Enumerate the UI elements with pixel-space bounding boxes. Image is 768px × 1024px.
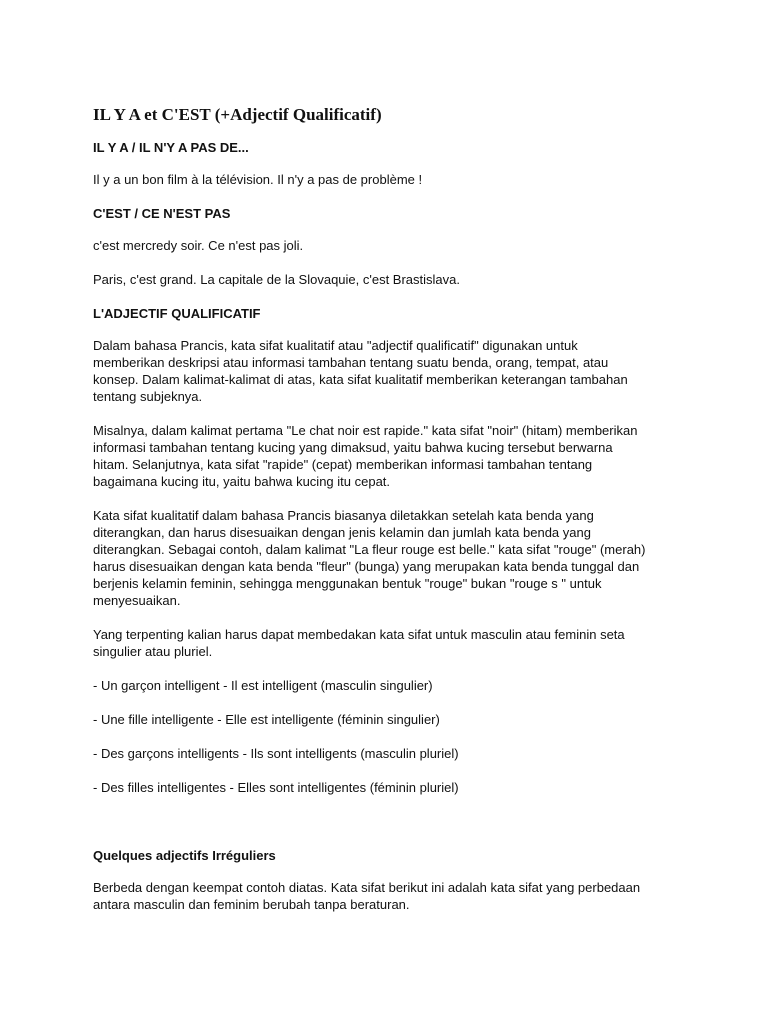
section-heading-il-y-a: IL Y A / IL N'Y A PAS DE... xyxy=(93,140,249,155)
section-heading-c-est: C'EST / CE N'EST PAS xyxy=(93,206,231,221)
paragraph xyxy=(93,507,683,609)
paragraph xyxy=(93,171,683,188)
paragraph xyxy=(93,271,683,288)
text-line: Yang terpenting kalian harus dapat membedakan kata sifat untuk masculin atau feminin seta xyxy=(93,627,625,642)
text-line: singulier atau pluriel. xyxy=(93,644,213,659)
text-line: diterangkan. Sebagai contoh, dalam kalimat "La fleur rouge est belle." kata sifat "rouge" (merah) xyxy=(93,542,646,557)
paragraph xyxy=(93,626,683,660)
example-item xyxy=(93,677,683,694)
text-line: tentang subjeknya. xyxy=(93,389,203,404)
text-line: harus disesuaikan dengan kata benda "fleur" (bunga) yang merupakan kata benda tunggal dan xyxy=(93,559,640,574)
example-item xyxy=(93,745,683,762)
text-line: Berbeda dengan keempat contoh diatas. Kata sifat berikut ini adalah kata sifat yang perbedaan xyxy=(93,880,641,895)
paragraph xyxy=(93,879,683,913)
spacer xyxy=(93,813,683,847)
example-item xyxy=(93,779,683,796)
paragraph xyxy=(93,337,683,405)
text-line: - Un garçon intelligent - Il est intelligent (masculin singulier) xyxy=(93,678,433,693)
text-line: menyesuaikan. xyxy=(93,593,181,608)
text-line: Dalam bahasa Prancis, kata sifat kualitatif atau "adjectif qualificatif" digunakan untuk xyxy=(93,338,578,353)
paragraph xyxy=(93,422,683,490)
text-line: Paris, c'est grand. La capitale de la Slovaquie, c'est Brastislava. xyxy=(93,272,460,287)
text-line: - Des garçons intelligents - Ils sont intelligents (masculin pluriel) xyxy=(93,746,459,761)
document-title: IL Y A et C'EST (+Adjectif Qualificatif) xyxy=(93,105,382,124)
text-line: berjenis kelamin feminin, sehingga menggunakan bentuk "rouge" bukan "rouge s " untuk xyxy=(93,576,602,591)
text-line: konsep. Dalam kalimat-kalimat di atas, kata sifat kualitatif memberikan keterangan tambahan xyxy=(93,372,628,387)
text-line: antara masculin dan feminim berubah tanpa beraturan. xyxy=(93,897,410,912)
text-line: - Des filles intelligentes - Elles sont intelligentes (féminin pluriel) xyxy=(93,780,459,795)
text-line: bagaimana kucing itu, yaitu bahwa kucing itu cepat. xyxy=(93,474,391,489)
text-line: c'est mercredy soir. Ce n'est pas joli. xyxy=(93,238,304,253)
text-line: diterangkan, dan harus disesuaikan dengan jenis kelamin dan jumlah kata benda yang xyxy=(93,525,591,540)
text-line: informasi tambahan tentang kucing yang dimaksud, yaitu bahwa kucing tersebut berwarna xyxy=(93,440,613,455)
text-line: Misalnya, dalam kalimat pertama "Le chat noir est rapide." kata sifat "noir" (hitam) memberikan xyxy=(93,423,638,438)
text-line: memberikan deskripsi atau informasi tambahan tentang suatu benda, orang, tempat, atau xyxy=(93,355,609,370)
text-line: - Une fille intelligente - Elle est intelligente (féminin singulier) xyxy=(93,712,440,727)
paragraph xyxy=(93,237,683,254)
text-line: hitam. Selanjutnya, kata sifat "rapide" (cepat) memberikan informasi tambahan tentang xyxy=(93,457,593,472)
example-item xyxy=(93,711,683,728)
text-line: Kata sifat kualitatif dalam bahasa Prancis biasanya diletakkan setelah kata benda yang xyxy=(93,508,594,523)
section-heading-adjectifs-irreguliers: Quelques adjectifs Irréguliers xyxy=(93,848,276,863)
section-heading-adjectif-qualificatif: L'ADJECTIF QUALIFICATIF xyxy=(93,306,261,321)
text-line: Il y a un bon film à la télévision. Il n'y a pas de problème ! xyxy=(93,172,423,187)
document-content xyxy=(93,104,683,930)
